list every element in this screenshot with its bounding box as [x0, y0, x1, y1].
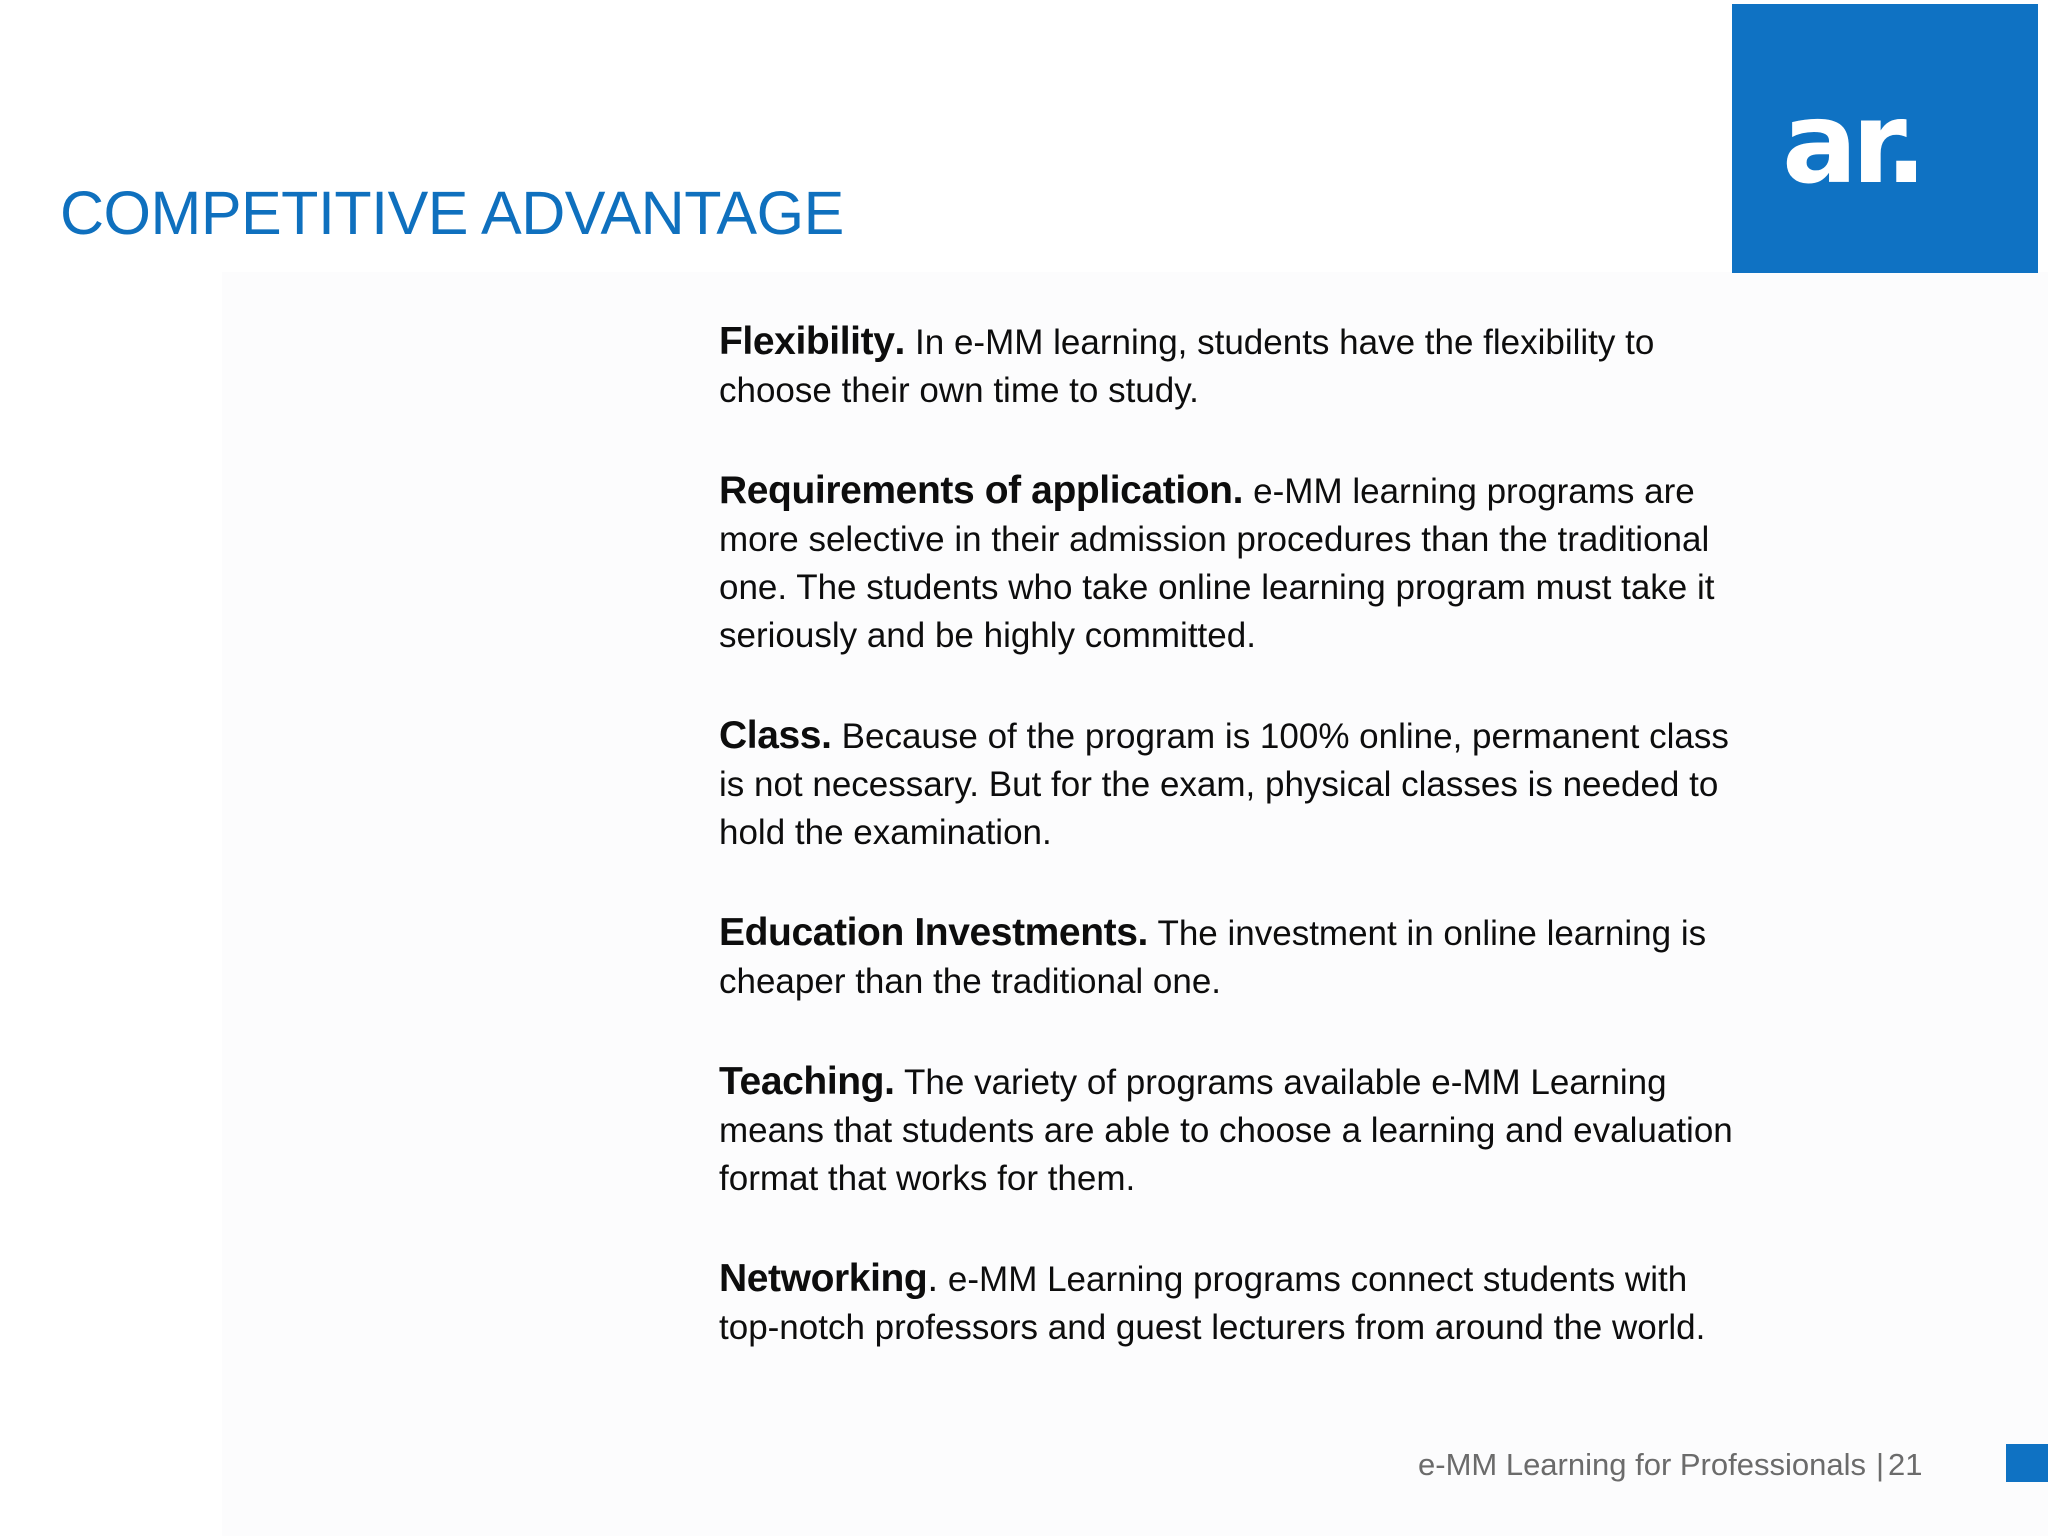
advantage-title-period: .: [894, 320, 906, 363]
advantage-item: [719, 712, 1739, 857]
advantage-description: The variety of programs available e-MM Learning means that students are able to choose a learning and evaluation format that works for them.: [719, 1063, 1733, 1198]
advantage-title: Education Investments: [719, 911, 1138, 954]
advantage-title: Teaching: [719, 1060, 885, 1103]
advantage-title-period: .: [821, 714, 832, 757]
advantage-title: Requirements of application: [719, 469, 1233, 512]
advantage-description: In e-MM learning, students have the flexibility to choose their own time to study.: [719, 323, 1655, 410]
advantage-title: Class: [719, 714, 822, 757]
footer: [1418, 1447, 1923, 1483]
slide-title: COMPETITIVE ADVANTAGE: [60, 179, 844, 247]
advantage-item: [719, 318, 1739, 415]
advantage-title-period: .: [884, 1060, 895, 1103]
footer-accent-block: [2006, 1444, 2048, 1482]
advantage-title-period: .: [927, 1257, 939, 1300]
advantage-title-period: .: [1232, 469, 1244, 512]
advantage-description: e-MM learning programs are more selective in their admission procedures than the traditional one. The students who take online learning program must take it seriously and be highly committed.: [719, 472, 1715, 655]
advantage-title: Flexibility: [719, 320, 895, 363]
advantage-title-period: .: [1137, 911, 1149, 954]
advantage-description: The investment in online learning is cheaper than the traditional one.: [719, 914, 1707, 1001]
advantage-description: Because of the program is 100% online, permanent class is not necessary. But for the exam, physical classes is needed to hold the examination.: [719, 717, 1729, 852]
page-number: 21: [1888, 1447, 1923, 1482]
advantage-item: [719, 1058, 1739, 1203]
advantage-item: [719, 1255, 1739, 1352]
advantage-item: [719, 909, 1739, 1006]
logo: [1732, 4, 2038, 273]
footer-separator: |: [1875, 1447, 1885, 1482]
footer-label: e-MM Learning for Professionals: [1418, 1447, 1866, 1482]
advantage-item: [719, 467, 1739, 660]
logo-text: ar.: [1782, 79, 1922, 209]
advantages-list: [719, 318, 1739, 1404]
advantage-description: e-MM Learning programs connect students with top-notch professors and guest lecturers from around the world.: [719, 1260, 1706, 1347]
advantage-title: Networking: [719, 1257, 928, 1300]
